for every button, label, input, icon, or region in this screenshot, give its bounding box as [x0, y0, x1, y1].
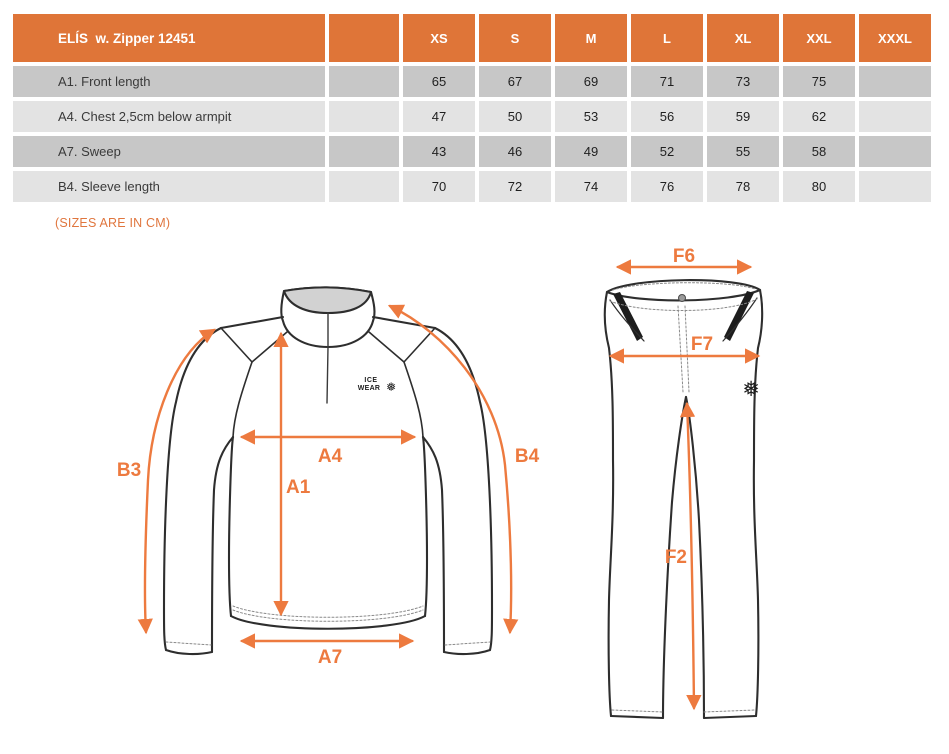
size-value: 65 — [403, 66, 475, 97]
jacket-cuff-stitch-left — [166, 642, 211, 645]
label-f6: F6 — [672, 246, 696, 267]
row-label: A1. Front length — [13, 66, 325, 97]
logo-text-wear: WEAR — [357, 385, 381, 392]
pants-hem-stitch-right — [704, 710, 755, 712]
size-header-l: L — [631, 14, 703, 62]
table-title: ELÍS w. Zipper 12451 — [13, 14, 325, 62]
row-label: A4. Chest 2,5cm below armpit — [13, 101, 325, 132]
jacket-hem-stitch-2 — [233, 610, 423, 621]
size-value: 80 — [783, 171, 855, 202]
jacket-raglan-left-b — [233, 332, 287, 437]
jacket-shoulder-left — [221, 317, 283, 328]
sizes-unit-note: (SIZES ARE IN CM) — [55, 216, 171, 230]
jacket-cuff-right — [444, 650, 490, 654]
size-value: 46 — [479, 136, 551, 167]
size-value: 49 — [555, 136, 627, 167]
size-header-m: M — [555, 14, 627, 62]
size-value: 74 — [555, 171, 627, 202]
row-label: B4. Sleeve length — [13, 171, 325, 202]
size-value: 71 — [631, 66, 703, 97]
jacket-raglan-left-a — [221, 328, 252, 362]
size-value: 53 — [555, 101, 627, 132]
size-value: 43 — [403, 136, 475, 167]
size-value: 67 — [479, 66, 551, 97]
size-value: 58 — [783, 136, 855, 167]
size-value: 69 — [555, 66, 627, 97]
label-f2: F2 — [664, 547, 687, 568]
pants-hem-stitch-left — [612, 710, 663, 712]
pants-fly-stitch-2 — [685, 306, 689, 392]
pants-sketch — [605, 280, 762, 718]
jacket-hem-stitch-1 — [233, 606, 423, 617]
icewear-logo — [358, 377, 396, 394]
logo-text-ice: ICE — [364, 377, 378, 384]
jacket-shoulder-right — [373, 317, 435, 328]
arrow-b3 — [145, 330, 214, 632]
pants-outer-right — [754, 290, 762, 716]
jacket-side-left — [229, 437, 233, 616]
label-b3: B3 — [116, 460, 142, 481]
pants-hem-right — [704, 716, 756, 718]
pants-fly-stitch-1 — [678, 306, 683, 392]
label-a1: A1 — [286, 477, 311, 498]
size-header-xxl: XXL — [783, 14, 855, 62]
size-value: 62 — [783, 101, 855, 132]
size-header-xxxl: XXXL — [859, 14, 931, 62]
jacket-cuff-left — [166, 650, 212, 654]
size-value: 73 — [707, 66, 779, 97]
pants-button — [679, 295, 686, 302]
size-header-xs: XS — [403, 14, 475, 62]
jacket-side-right — [423, 437, 427, 616]
size-value: 47 — [403, 101, 475, 132]
arrow-b4 — [390, 306, 511, 632]
pants-snowflake-icon: ❅ — [742, 378, 760, 401]
jacket-cuff-stitch-right — [445, 642, 490, 645]
label-f7: F7 — [690, 334, 714, 355]
label-a4: A4 — [317, 446, 343, 467]
size-value: 70 — [403, 171, 475, 202]
size-value: 52 — [631, 136, 703, 167]
row-label: A7. Sweep — [13, 136, 325, 167]
size-value: 55 — [707, 136, 779, 167]
size-value: 59 — [707, 101, 779, 132]
jacket-hem — [231, 616, 425, 629]
pants-hem-left — [611, 716, 663, 718]
size-value: 76 — [631, 171, 703, 202]
size-value: 72 — [479, 171, 551, 202]
size-value: 50 — [479, 101, 551, 132]
logo-snowflake-icon: ❅ — [385, 380, 397, 394]
size-value: 56 — [631, 101, 703, 132]
label-b4: B4 — [514, 446, 540, 467]
size-header-xl: XL — [707, 14, 779, 62]
label-a7: A7 — [317, 647, 343, 668]
size-value: 78 — [707, 171, 779, 202]
size-value: 75 — [783, 66, 855, 97]
size-header-s: S — [479, 14, 551, 62]
